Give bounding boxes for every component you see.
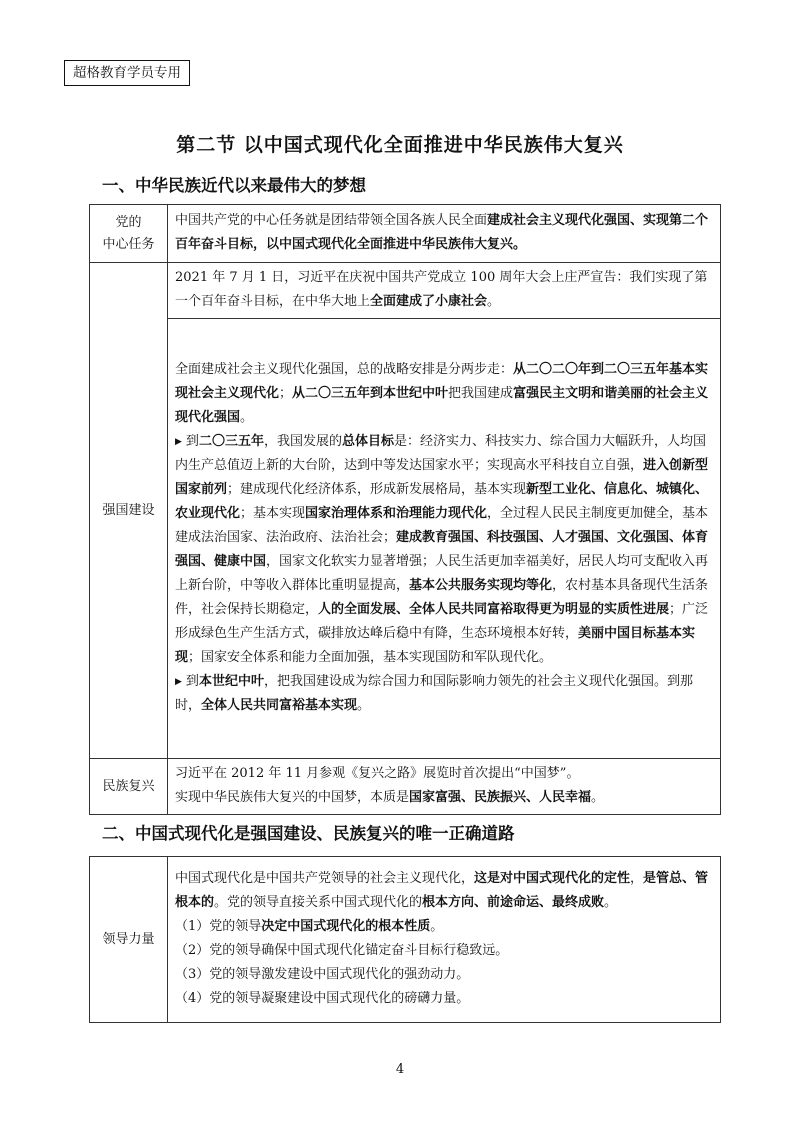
label-central-task: 党的 中心任务 xyxy=(90,205,168,263)
watermark-label: 超格教育学员专用 xyxy=(64,60,190,86)
list-item: （2）党的领导确保中国式现代化锚定奋斗目标行稳致远。 xyxy=(175,943,509,958)
row-national-rejuvenation xyxy=(90,759,721,815)
centenary-announcement: 2021 年 7 月 1 日，习近平在庆祝中国共产党成立 100 周年大会上庄严宣告：我们实现了第一个百年奋斗目标，在中华大地上全面建成了小康社会。 xyxy=(168,263,721,319)
chinese-dream-origin: 习近平在 2012 年 11 月参观《复兴之路》展览时首次提出“中国梦”。 xyxy=(175,766,580,781)
section-title: 第二节 以中国式现代化全面推进中华民族伟大复兴 xyxy=(176,134,624,156)
chinese-dream-text xyxy=(168,759,721,815)
chinese-dream-essence: 实现中华民族伟大复兴的中国梦，本质是国家富强、民族振兴、人民幸福。 xyxy=(175,790,605,805)
table-leadership xyxy=(89,856,721,1023)
list-item: （1）党的领导决定中国式现代化的根本性质。 xyxy=(175,919,444,934)
label-national-rejuvenation: 民族复兴 xyxy=(90,759,168,815)
table-dream xyxy=(89,204,721,815)
two-step-strategy xyxy=(168,319,721,759)
row-strong-country-1 xyxy=(90,263,721,319)
row-strong-country-2 xyxy=(90,319,721,759)
heading-part-2: 二、中国式现代化是强国建设、民族复兴的唯一正确道路 xyxy=(102,824,515,843)
list-item: （3）党的领导激发建设中国式现代化的强劲动力。 xyxy=(175,967,470,982)
list-item: （4）党的领导凝聚建设中国式现代化的磅礴力量。 xyxy=(175,991,470,1006)
triangle-bullet-icon: ▶ xyxy=(175,677,182,687)
leadership-text xyxy=(168,857,721,1023)
row-leadership xyxy=(90,857,721,1023)
goal-mid-century: ▶ 到本世纪中叶，把我国建设成为综合国力和国际影响力领先的社会主义现代化强国。到那时，全体人民共同富裕基本实现。 xyxy=(175,674,693,713)
goal-2035: ▶ 到二〇三五年，我国发展的总体目标是：经济实力、科技实力、综合国力大幅跃升，人均国内生产总值迈上新的大台阶，达到中等发达国家水平；实现高水平科技自立自强，进入创新型国家前列；建成现代化经济体系，形成新发展格局，基本实现新型工业化、信息化、城镇化、农业现代化；基本实现国家治理体系和治理能力现代化，全过程人民民主制度更加健全，基本建成法治国家、法治政府、法治社会；建成教育强国、科技强国、人才强国、文化强国、体育强国、健康中国，国家文化软实力显著增强；人民生活更加幸福美好，居民人均可支配收入再上新台阶，中等收入群体比重明显提高，基本公共服务实现均等化，农村基本具备现代生活条件，社会保持长期稳定，人的全面发展、全体人民共同富裕取得更为明显的实质性进展；广泛形成绿色生产生活方式，碳排放达峰后稳中有降，生态环境根本好转，美丽中国目标基本实现；国家安全体系和能力全面加强，基本实现国防和军队现代化。 xyxy=(175,434,709,665)
central-task-text: 中国共产党的中心任务就是团结带领全国各族人民全面建成社会主义现代化强国、实现第二个百年奋斗目标，以中国式现代化全面推进中华民族伟大复兴。 xyxy=(168,205,721,263)
row-central-task xyxy=(90,205,721,263)
label-strong-country: 强国建设 xyxy=(90,263,168,759)
label-leadership: 领导力量 xyxy=(90,857,168,1023)
heading-part-1: 一、中华民族近代以来最伟大的梦想 xyxy=(102,176,366,195)
strategy-overview: 全面建成社会主义现代化强国，总的战略安排是分两步走：从二〇二〇年到二〇三五年基本实现社会主义现代化；从二〇三五年到本世纪中叶把我国建成富强民主文明和谐美丽的社会主义现代化强国。 xyxy=(175,362,709,425)
page-number: 4 xyxy=(395,1062,405,1077)
leadership-definition: 中国式现代化是中国共产党领导的社会主义现代化，这是对中国式现代化的定性，是管总、管根本的。党的领导直接关系中国式现代化的根本方向、前途命运、最终成败。 xyxy=(175,871,709,910)
triangle-bullet-icon: ▶ xyxy=(175,437,182,447)
